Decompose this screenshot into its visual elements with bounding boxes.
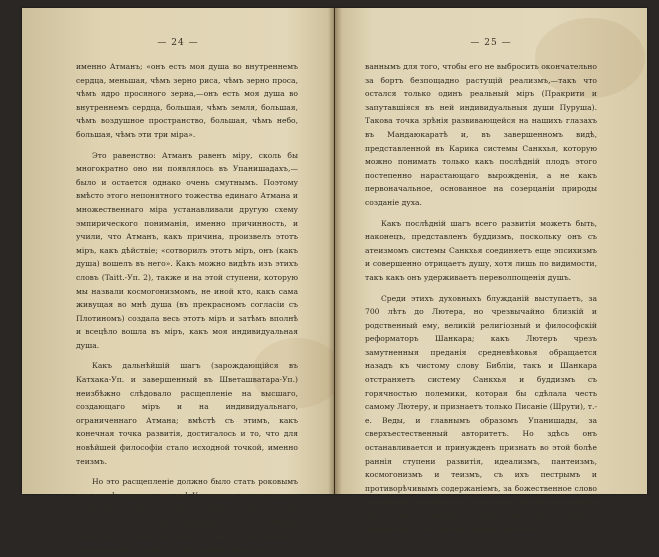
paragraph: ваннымъ для того, чтобы его не выбросить окончательно за бортъ безпощадно растущій реализмъ,—такъ что остался только одинъ реальный міръ (Пракрити и запутавшіяся въ ней индивидуальныя души Пуруша). Такова точка зрѣнія развивающейся на нашихъ глазахъ въ Мандаюкаратѣ и, въ завершенномъ видѣ, представленной въ Карика системы Санкхья, которую можно понимать только какъ послѣдній плодъ этого постепенно нарастающаго вырожденія, а не какъ первоначальное, основанное на созерцаніи природы созданіе духа. <box>365 62 597 207</box>
book-spread <box>22 8 648 555</box>
page-number: — 25 — <box>470 38 512 48</box>
paragraph: Но это расщепленіе должно было стать роковымъ для послѣдующаго, уже внѣ Упанишадъ протекавшаго развитія. Послѣ того какъ создающій міръ Атманъ отдѣлился отъ Атмана индивидуальнаго, и послѣдній перестаетъ свидѣтельствовать о немъ, онъ оказался теперь вообще недостаточно засвидѣтельство- <box>76 477 298 555</box>
paragraph: Какъ дальнѣйшій шагъ (зарождающійся въ Катхака-Уп. и завершенный въ Шветашватара-Уп.) неизбѣжно слѣдовало расщепленіе на высшаго, создающаго міръ и на индивидуальнаго, ограниченнаго Атмана; вмѣстѣ съ этимъ, какъ конечная точка развитія, достигалось и то, что для новѣйшей философіи стало исходной точкой, именно теизмъ. <box>76 361 298 466</box>
paragraph: именно Атманъ; «онъ есть моя душа во внутреннемъ сердца, меньшая, чѣмъ зерно риса, чѣмъ зерно проса, чѣмъ ядро просяного зерна,—онъ есть моя душа во внутреннемъ сердца, большая, чѣмъ земля, большая, чѣмъ воздушное пространство, большая, чѣмъ небо, большая, чѣмъ эти три міра». <box>76 62 298 139</box>
page-number: — 24 — <box>157 38 199 48</box>
right-page <box>335 8 647 534</box>
page-body <box>76 60 298 557</box>
paragraph: Среди этихъ духовныхъ блужданій выступаетъ, за 700 лѣтъ до Лютера, но чрезвычайно близкій и родственный ему, великій религіозный и философскій реформаторъ Шанкара; какъ Лютеръ чрезъ замутненныя преданія средневѣковья обращается назадъ къ чистому слову Библіи, такъ и Шанкара отстраняетъ систему Санкхья и буддизмъ съ горячностью полемики, которая бы сдѣлала честь самому Лютеру, и признаетъ только Писаніе (Шрути), т.-е. Веды, и главнымъ образомъ Упанишады, за сверхъестественный авторитетъ. Но здѣсь онъ останавливается и принужденъ признать во этой болѣе раннія ступени развитія, идеализмъ, пантеизмъ, космогонизмъ и теизмъ, съ ихъ пестрымъ и противорѣчивымъ содержаніемъ, за божественное слово откровеній Брахмана. Въ этомъ затрудненіи онъ нашелъ удивительный выходъ, который могъ бы послужить образцомъ и для спасенія нашей христіан- <box>365 293 597 534</box>
left-page <box>22 8 334 555</box>
page-body <box>365 60 597 536</box>
book-gutter <box>328 8 342 494</box>
paragraph: Это равенство: Атманъ равенъ міру, сколь бы многократно оно ни появлялось въ Упанишадахъ,—было и остается однако очень смутнымъ. Поэтому вмѣсто этого непонятного тожества единаго Атмана и множественнаго міра устанавливали другую схему эмпирического пониманія, именно причинность, и учили, что Атманъ, какъ причина, произвелъ этотъ міръ, какъ дѣйствіе; «сотворилъ этотъ міръ, онъ (какъ душа) вошелъ въ него». Какъ можно видѣть изъ этихъ словъ (Taitt.-Уп. 2), также и на этой ступени, которую мы назвали космогонизмомъ, не иной кто, какъ сама живущая во мнѣ душа (въ прекрасномъ согласіи съ Плотиномъ) создала весь этотъ міръ и затѣмъ вполнѣ и всецѣло вошла въ міръ, какъ моя индивидуальная душа. <box>76 150 298 350</box>
paragraph: Какъ послѣдній шагъ всего развитія можетъ быть, наконецъ, представленъ буддизмъ, поскольку онъ съ атеизмомъ системы Санкхья соединяетъ еще эпсихизмъ и совершенно отрицаетъ душу, хотя лишь по видимости, такъ какъ онъ удерживаетъ переволпощенія душъ. <box>365 218 597 282</box>
